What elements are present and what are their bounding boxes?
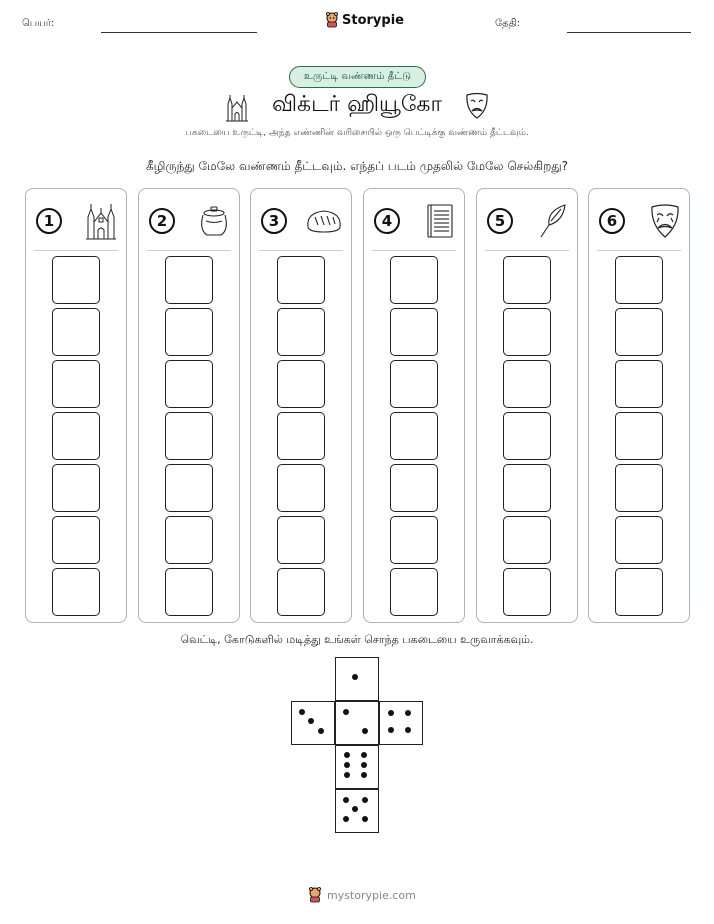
column-divider	[259, 250, 343, 251]
die-pip	[361, 762, 367, 768]
die-pip	[388, 710, 394, 716]
color-box[interactable]	[503, 516, 551, 564]
footer	[308, 887, 416, 903]
column-number: 4	[374, 208, 400, 234]
color-box[interactable]	[390, 256, 438, 304]
color-box[interactable]	[52, 412, 100, 460]
color-box[interactable]	[52, 308, 100, 356]
column-6	[588, 188, 690, 623]
column-number: 2	[149, 208, 175, 234]
die-pip	[362, 797, 368, 803]
color-box[interactable]	[52, 360, 100, 408]
column-2	[138, 188, 240, 623]
die-pip	[308, 718, 314, 724]
color-box[interactable]	[52, 464, 100, 512]
color-box[interactable]	[165, 308, 213, 356]
color-box[interactable]	[390, 464, 438, 512]
column-number: 1	[36, 208, 62, 234]
theater-mask-icon	[464, 92, 490, 120]
color-box[interactable]	[503, 256, 551, 304]
storypie-mascot-icon	[308, 887, 322, 903]
footer-url[interactable]: mystorypie.com	[327, 888, 416, 902]
column-3	[250, 188, 352, 623]
color-box[interactable]	[390, 412, 438, 460]
die-pip	[388, 727, 394, 733]
color-box[interactable]	[390, 308, 438, 356]
color-box[interactable]	[615, 412, 663, 460]
color-box[interactable]	[503, 308, 551, 356]
color-box[interactable]	[52, 516, 100, 564]
column-divider	[147, 250, 231, 251]
subtitle: பகடையை உருட்டி, அந்த எண்ணின் வரிசையில் ஒரு பெட்டிக்கு வண்ணம் தீட்டவும்.	[185, 128, 529, 138]
color-box[interactable]	[277, 516, 325, 564]
book-icon	[424, 203, 456, 239]
column-divider	[372, 250, 456, 251]
die-pip	[299, 709, 305, 715]
column-divider	[597, 250, 681, 251]
color-box[interactable]	[390, 568, 438, 616]
die-face-4	[379, 701, 423, 745]
die-face-1	[335, 657, 379, 701]
color-box[interactable]	[615, 308, 663, 356]
color-box[interactable]	[165, 360, 213, 408]
color-box[interactable]	[277, 360, 325, 408]
color-box[interactable]	[277, 256, 325, 304]
color-box[interactable]	[615, 516, 663, 564]
color-box[interactable]	[503, 360, 551, 408]
cathedral-icon	[224, 92, 250, 122]
color-box[interactable]	[277, 412, 325, 460]
die-face-5	[335, 789, 379, 833]
die-face-3	[291, 701, 335, 745]
die-pip	[405, 710, 411, 716]
column-divider	[485, 250, 569, 251]
color-box[interactable]	[165, 568, 213, 616]
activity-badge: உருட்டி வண்ணம் தீட்டு	[289, 66, 426, 88]
date-label: தேதி:	[495, 18, 521, 29]
instruction-text: கீழிருந்து மேலே வண்ணம் தீட்டவும். எந்தப் படம் முதலில் மேலே செல்கிறது?	[145, 159, 569, 173]
theater-mask-icon	[649, 203, 681, 239]
column-4	[363, 188, 465, 623]
color-box[interactable]	[615, 568, 663, 616]
die-pip	[361, 752, 367, 758]
name-label: பெயர்:	[22, 18, 55, 29]
column-number: 6	[599, 208, 625, 234]
die-pip	[344, 762, 350, 768]
date-line[interactable]	[567, 32, 691, 33]
die-face-6	[335, 745, 379, 789]
die-pip	[405, 727, 411, 733]
color-box[interactable]	[277, 464, 325, 512]
cathedral-icon	[84, 202, 118, 240]
color-box[interactable]	[165, 516, 213, 564]
die-pip	[343, 797, 349, 803]
name-line[interactable]	[101, 32, 257, 33]
die-pip	[344, 772, 350, 778]
color-box[interactable]	[165, 412, 213, 460]
color-box[interactable]	[615, 256, 663, 304]
column-number: 3	[261, 208, 287, 234]
color-box[interactable]	[52, 256, 100, 304]
column-1	[25, 188, 127, 623]
brand-logo	[325, 12, 404, 28]
pot-icon	[197, 204, 231, 238]
cut-instruction: வெட்டி, கோடுகளில் மடித்து உங்கள் சொந்த பகடையை உருவாக்கவும்.	[180, 633, 534, 646]
color-box[interactable]	[165, 256, 213, 304]
color-box[interactable]	[390, 516, 438, 564]
color-box[interactable]	[503, 412, 551, 460]
quill-icon	[537, 203, 569, 239]
storypie-mascot-icon	[325, 12, 339, 28]
column-number: 5	[487, 208, 513, 234]
color-box[interactable]	[277, 308, 325, 356]
die-face-2	[335, 701, 379, 745]
page-title: விக்டர் ஹியூகோ	[271, 92, 443, 117]
die-pip	[344, 752, 350, 758]
column-5	[476, 188, 578, 623]
die-pip	[362, 728, 368, 734]
color-box[interactable]	[503, 568, 551, 616]
bread-icon	[305, 207, 343, 235]
die-pip	[362, 816, 368, 822]
die-pip	[318, 728, 324, 734]
die-pip	[343, 709, 349, 715]
die-pip	[361, 772, 367, 778]
color-box[interactable]	[165, 464, 213, 512]
color-box[interactable]	[615, 360, 663, 408]
column-divider	[34, 250, 118, 251]
die-pip	[343, 816, 349, 822]
die-pip	[352, 674, 358, 680]
color-box[interactable]	[390, 360, 438, 408]
color-box[interactable]	[503, 464, 551, 512]
die-pip	[352, 806, 358, 812]
page-title-row	[0, 92, 714, 120]
color-box[interactable]	[615, 464, 663, 512]
color-box[interactable]	[277, 568, 325, 616]
brand-name: Storypie	[342, 12, 404, 28]
color-box[interactable]	[52, 568, 100, 616]
